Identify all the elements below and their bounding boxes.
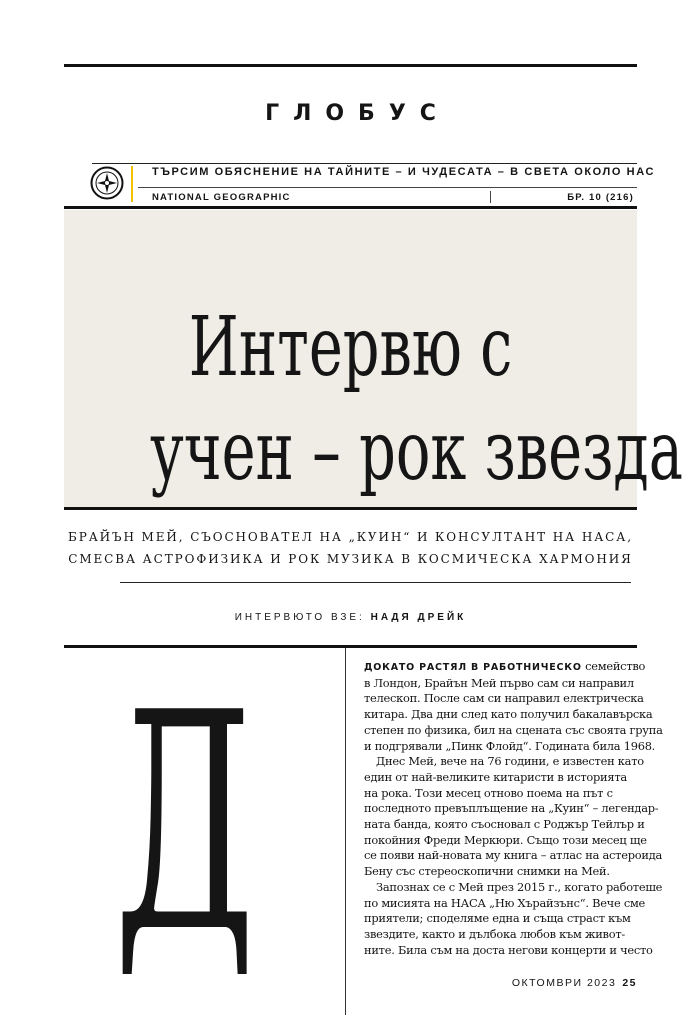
body-line: ДОКАТО РАСТЯЛ В РАБОТНИЧЕСКО семейство: [364, 659, 646, 673]
article-body: [364, 659, 663, 958]
body-lead-in: ДОКАТО РАСТЯЛ В РАБОТНИЧЕСКО: [364, 662, 582, 673]
body-line: ните. Била съм на доста негови концерти и често: [364, 942, 653, 957]
body-line: по мисията на НАСА „Ню Хърайзънс“. Вече сме: [364, 895, 646, 910]
page-number: 25: [622, 977, 637, 989]
body-line: покойния Фреди Меркюри. Също този месец ще: [364, 832, 647, 847]
body-line: китара. Два дни след като получил бакалавърска: [364, 707, 653, 722]
section-title: ГЛОБУС: [265, 101, 450, 126]
body-line: се появи най-новата му книга – атлас на астероида: [364, 848, 663, 863]
byline-label: ИНТЕРВЮТО ВЗЕ:: [234, 612, 365, 623]
body-line: телескоп. После сам си направил електрическа: [364, 691, 644, 706]
subtitle-line-2: СМЕСВА АСТРОФИЗИКА И РОК МУЗИКА В КОСМИЧЕСКА ХАРМОНИЯ: [68, 552, 633, 566]
title-panel-rule: [64, 507, 637, 510]
article-subtitle: [64, 526, 637, 570]
header-rule: [92, 163, 637, 164]
header-rule: [138, 187, 637, 188]
body-line: Днес Мей, вече на 76 години, е известен като: [376, 754, 644, 769]
footer-date: ОКТОМВРИ 2023: [511, 977, 617, 989]
title-line-1: Интервю с: [188, 300, 513, 395]
top-rule: [64, 64, 637, 67]
body-line: и подгрявали „Пинк Флойд“. Годината била 1968.: [364, 738, 656, 753]
article-title: [149, 296, 683, 504]
body-line: последното превъплъщение на „Куин“ – легендар-: [364, 801, 659, 816]
body-line: ната банда, която съосновал с Роджър Тейлър и: [364, 817, 645, 832]
body-line: звездите, както и дълбока любов към живот-: [364, 926, 625, 941]
issue-number: БР. 10 (216): [567, 192, 634, 203]
drop-cap: Д: [114, 649, 256, 998]
header-tagline: ТЪРСИМ ОБЯСНЕНИЕ НА ТАЙНИТЕ – И ЧУДЕСАТА – В СВЕТА ОКОЛО НАС: [152, 166, 656, 178]
body-line: Запознах се с Мей през 2015 г., когато работеше: [376, 879, 663, 894]
body-line: на рока. Този месец отново поема на път с: [364, 785, 613, 800]
body-line: един от най-великите китаристи в историята: [364, 769, 627, 784]
byline: [64, 612, 637, 623]
brand-name: NATIONAL GEOGRAPHIC: [152, 192, 291, 203]
subtitle-rule: [120, 582, 631, 583]
page-footer: [512, 977, 637, 989]
body-line: приятели; споделяме една и съща страст към: [364, 911, 631, 926]
body-line: в Лондон, Брайън Мей първо сам си направил: [364, 675, 634, 690]
header-bottom-rule: [64, 206, 637, 209]
body-line: степен по физика, бил на сцената със своята група: [364, 722, 663, 737]
byline-author: НАДЯ ДРЕЙК: [370, 612, 467, 623]
globe-compass-icon: [90, 166, 124, 200]
column-rule: [345, 648, 346, 1015]
brand-accent-bar: [131, 166, 133, 202]
body-line: Бену със стереоскопични снимки на Мей.: [364, 864, 610, 879]
header-divider: [490, 191, 491, 203]
subtitle-line-1: БРАЙЪН МЕЙ, СЪОСНОВАТЕЛ НА „КУИН“ И КОНСУЛТАНТ НА НАСА,: [68, 530, 633, 544]
title-line-2: учен – рок звезда: [149, 404, 683, 499]
